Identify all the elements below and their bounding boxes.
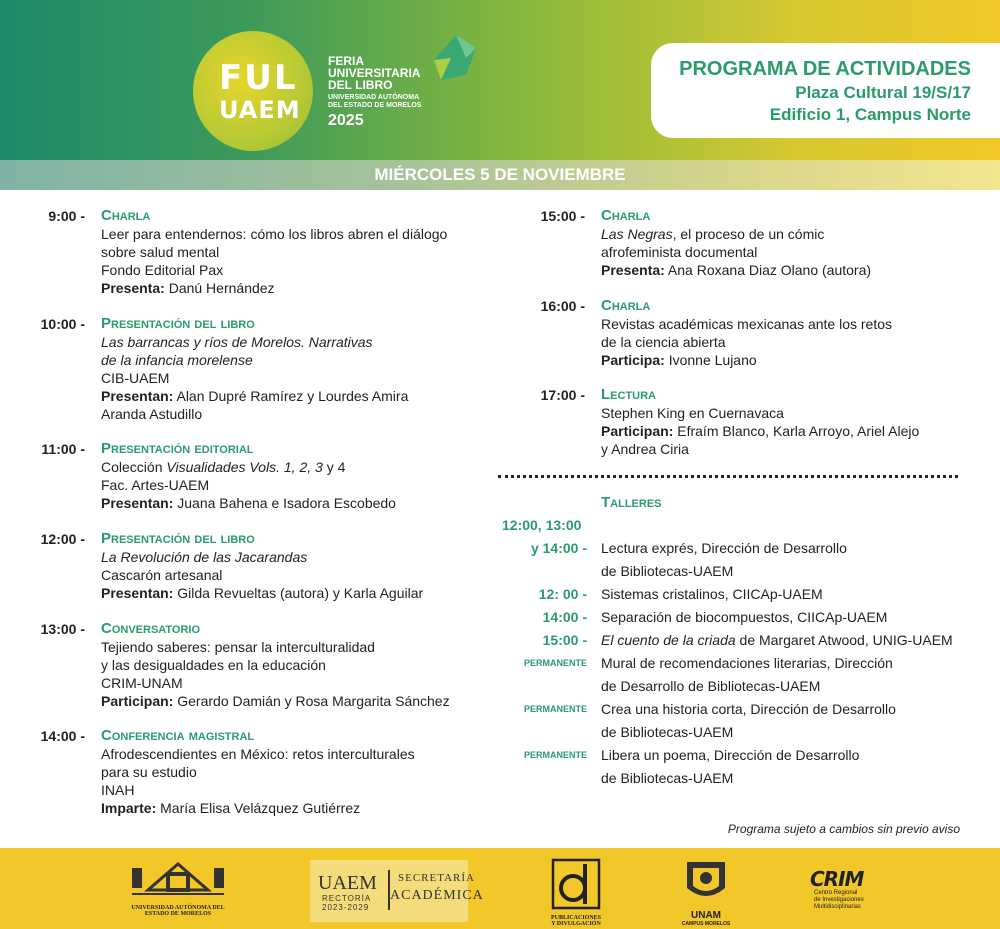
event-title: Visualidades Vols. 1, 2, 3 (166, 459, 323, 475)
workshop-title: Lectura exprés, Dirección de Desarrollo (601, 540, 847, 556)
crim-text: de Investigaciones (814, 897, 864, 903)
event-time: 16:00 - (540, 298, 585, 314)
event-people: Juana Bahena e Isadora Escobedo (173, 495, 396, 511)
crim-text: Centro Regional (814, 890, 858, 896)
event-time: 13:00 - (40, 621, 85, 637)
event-category: Lectura (601, 386, 656, 403)
event-title: y las desigualdades en la educación (101, 657, 326, 673)
event-role: Participan: (101, 693, 174, 709)
event-category: Charla (101, 207, 151, 224)
event-people: Danú Hernández (164, 280, 275, 296)
secretaria-name: ACADÉMICA (390, 888, 484, 903)
uaem-seal-icon (128, 860, 228, 900)
event-role: Presentan: (101, 495, 174, 511)
section-divider (498, 475, 958, 478)
fair-year: 2025 (328, 112, 364, 129)
event-role: Participan: (601, 423, 674, 439)
unam-logo (680, 858, 732, 927)
event-org: CRIM-UNAM (101, 675, 183, 691)
fair-name-line1: FERIA (328, 54, 364, 68)
rectoria-label: RECTORÍA (322, 894, 372, 903)
event-item (40, 727, 415, 817)
program-title: PROGRAMA DE ACTIVIDADES (679, 58, 971, 80)
event-role: Imparte: (101, 800, 157, 816)
event-title-rest: , el proceso de un cómic (672, 226, 825, 242)
publicaciones-text: Y DIVULGACIÓN (551, 921, 601, 927)
event-item (540, 297, 893, 369)
event-title: Afrodescendientes en México: retos interculturales (101, 746, 415, 762)
program-title-box (651, 43, 1000, 138)
event-org: Fondo Editorial Pax (101, 262, 224, 278)
event-title: de la infancia morelense (101, 352, 253, 368)
crim-text: Multidisciplinarias (814, 904, 862, 910)
event-item (40, 315, 409, 423)
workshop-item (542, 629, 953, 652)
event-time: 12:00 - (40, 531, 85, 547)
workshop-time: 12:00, 13:00 (502, 517, 582, 533)
fair-name (328, 55, 423, 130)
event-people: Gerardo Damián y Rosa Margarita Sánchez (173, 693, 450, 709)
event-people: Ivonne Lujano (664, 352, 757, 368)
event-category: Presentación del libro (101, 315, 255, 332)
workshop-item (530, 537, 847, 583)
event-people: Aranda Astudillo (101, 406, 203, 422)
event-title: de la ciencia abierta (601, 334, 726, 350)
date-banner: MIÉRCOLES 5 DE NOVIEMBRE (0, 160, 1000, 190)
uaem-seal-text: UNIVERSIDAD AUTÓNOMA DEL (131, 905, 225, 911)
event-title: La Revolución de las Jacarandas (101, 549, 308, 565)
event-category: Charla (601, 207, 651, 224)
event-title: Tejiendo saberes: pensar la interculturalidad (101, 639, 375, 655)
workshop-item (538, 583, 823, 606)
workshop-time: 12: 00 - (538, 586, 587, 602)
event-category: Presentación editorial (101, 440, 254, 457)
event-org: Cascarón artesanal (101, 567, 223, 583)
program-place: Plaza Cultural 19/S/17 (795, 83, 971, 102)
event-title: afrofeminista documental (601, 244, 758, 260)
disclaimer-note: Programa sujeto a cambios sin previo aviso (727, 822, 960, 836)
event-time: 17:00 - (540, 387, 585, 403)
workshop-title: de Bibliotecas-UAEM (601, 724, 734, 740)
crim-logo (810, 868, 872, 911)
crim-name: CRIM (810, 867, 864, 891)
publicaciones-logo (546, 858, 606, 927)
uaem-seal-logo (128, 860, 228, 917)
sponsor-footer (0, 848, 1000, 929)
workshop-title: de Bibliotecas-UAEM (601, 563, 734, 579)
workshop-time: 14:00 - (542, 609, 587, 625)
publicaciones-icon (551, 858, 601, 910)
event-time: 9:00 - (48, 208, 85, 224)
event-category: Conferencia magistral (101, 727, 255, 744)
event-item (48, 207, 448, 297)
publicaciones-text: PUBLICACIONES (550, 915, 601, 921)
event-org: Fac. Artes-UAEM (101, 477, 210, 493)
event-role: Presenta: (101, 280, 165, 296)
event-title: Stephen King en Cuernavaca (601, 405, 784, 421)
event-time: 15:00 - (540, 208, 585, 224)
event-item (540, 207, 872, 279)
rectoria-title: UAEM (318, 872, 377, 894)
unam-name: UNAM (691, 910, 721, 921)
event-people: Gilda Revueltas (autora) y Karla Aguilar (173, 585, 424, 601)
unam-campus: CAMPUS MORELOS (681, 921, 731, 927)
event-title: Las Negras (601, 226, 673, 242)
event-role: Presentan: (101, 585, 174, 601)
event-role: Participa: (601, 352, 665, 368)
workshop-title-rest: de Margaret Atwood, UNIG-UAEM (735, 632, 953, 648)
workshops-heading: Talleres (601, 494, 662, 511)
event-people: y Andrea Ciria (601, 441, 689, 457)
workshop-time: PERMANENTE (523, 658, 587, 668)
event-people: María Elisa Velázquez Gutiérrez (156, 800, 361, 816)
ful-logo-sub: UAEM (219, 96, 301, 124)
event-item (40, 620, 450, 710)
event-item (40, 530, 424, 602)
event-title-prefix: Colección (101, 459, 167, 475)
event-org: CIB-UAEM (101, 370, 170, 386)
workshop-title: Crea una historia corta, Dirección de Desarrollo (601, 701, 896, 717)
event-role: Presentan: (101, 388, 174, 404)
program-building: Edificio 1, Campus Norte (769, 105, 971, 124)
workshop-title: de Bibliotecas-UAEM (601, 770, 734, 786)
event-category: Presentación del libro (101, 530, 255, 547)
event-category: Charla (601, 297, 651, 314)
workshop-time: y 14:00 - (530, 540, 587, 556)
secretaria-label: SECRETARÍA (398, 872, 475, 884)
fair-name-line3: DEL LIBRO (328, 78, 393, 92)
workshop-item (523, 652, 893, 698)
uaem-seal-text: ESTADO DE MORELOS (144, 911, 212, 917)
rectoria-years: 2023-2029 (322, 903, 370, 912)
event-title: sobre salud mental (101, 244, 220, 260)
workshop-item (523, 744, 860, 790)
book-leaf-icon (426, 30, 481, 90)
workshop-title: Separación de biocompuestos, CIICAp-UAEM (601, 609, 888, 625)
event-title: para su estudio (101, 764, 197, 780)
university-name: UNIVERSIDAD AUTÓNOMA DEL ESTADO DE MORELOS (328, 94, 422, 109)
event-title: Revistas académicas mexicanas ante los retos (601, 316, 893, 332)
header-banner (0, 0, 1000, 160)
workshop-title: Libera un poema, Dirección de Desarrollo (601, 747, 860, 763)
workshop-time: PERMANENTE (523, 704, 587, 714)
workshop-time: 15:00 - (542, 632, 587, 648)
event-org: INAH (101, 782, 135, 798)
event-role: Presenta: (601, 262, 665, 278)
event-title-suffix: y 4 (322, 459, 346, 475)
event-category: Conversatorio (101, 620, 201, 637)
workshop-title: El cuento de la criada (601, 632, 736, 648)
workshop-title: Mural de recomendaciones literarias, Dirección (601, 655, 893, 671)
event-title: Las barrancas y ríos de Morelos. Narrativas (101, 334, 373, 350)
ful-logo-main: FUL (219, 58, 298, 98)
event-people: Efraím Blanco, Karla Arroyo, Ariel Alejo (673, 423, 920, 439)
workshop-item (523, 698, 896, 744)
workshop-title: Sistemas cristalinos, CIICAp-UAEM (601, 586, 823, 602)
workshop-time: PERMANENTE (523, 750, 587, 760)
event-people: Alan Dupré Ramírez y Lourdes Amira (173, 388, 409, 404)
event-time: 11:00 - (41, 441, 85, 457)
event-title: Leer para entendernos: cómo los libros abren el diálogo (101, 226, 448, 242)
event-time: 10:00 - (40, 316, 85, 332)
event-item (41, 440, 396, 512)
workshop-item (542, 606, 888, 629)
workshop-title: de Desarrollo de Bibliotecas-UAEM (601, 678, 821, 694)
event-item (540, 386, 920, 458)
unam-shield-icon (683, 858, 729, 906)
event-people: Ana Roxana Diaz Olano (autora) (664, 262, 872, 278)
rectoria-logo (310, 860, 484, 922)
event-time: 14:00 - (40, 728, 85, 744)
fair-name-line2: UNIVERSITARIA (328, 66, 421, 80)
